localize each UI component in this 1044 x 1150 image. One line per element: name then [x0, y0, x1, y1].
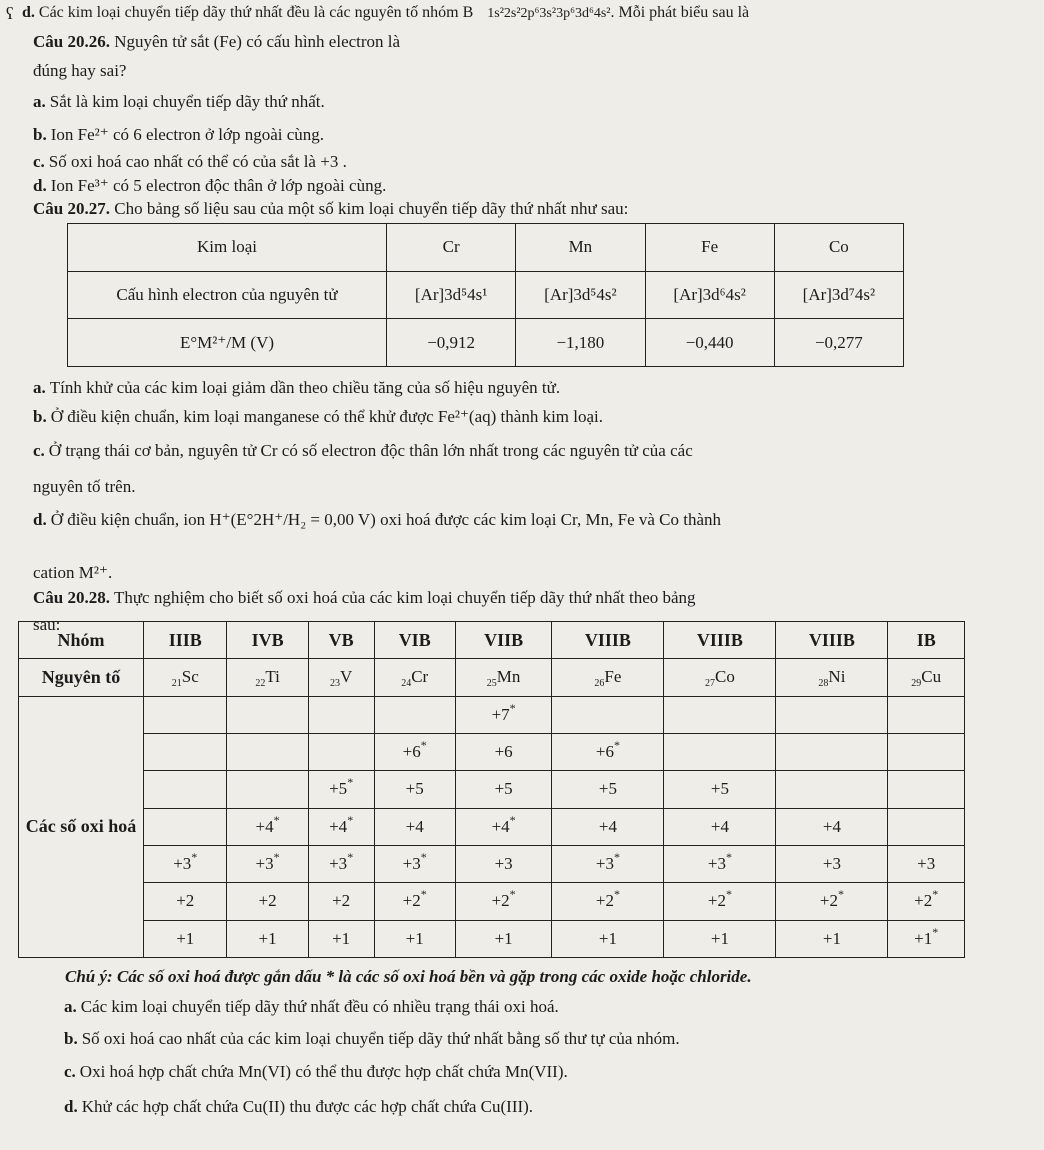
group-header: Nhóm [19, 622, 144, 659]
oxidation-cell: +5 [664, 771, 776, 808]
potential-co: −0,277 [774, 319, 903, 367]
q28-item-a: a. Các kim loại chuyển tiếp dãy thứ nhất đều có nhiều trạng thái oxi hoá. [64, 997, 559, 1016]
element-symbol: Mn [496, 667, 521, 687]
element-cell [888, 659, 965, 696]
atomic-number: 22 [255, 678, 266, 690]
element-symbol: Cu [921, 667, 942, 687]
oxidation-cell: +2 [308, 883, 374, 920]
metal-fe: Fe [645, 224, 774, 272]
oxidation-cell: +2* [455, 883, 552, 920]
oxidation-cell: +1 [776, 920, 888, 957]
element-cell [308, 659, 374, 696]
oxidation-cell: +3 [455, 845, 552, 882]
q26-cont: đúng hay sai? [33, 61, 127, 80]
metal-co: Co [774, 224, 903, 272]
element-cell [552, 659, 664, 696]
q27-item-d-cont: cation M²⁺. [33, 563, 113, 582]
potential-fe: −0,440 [645, 319, 774, 367]
oxidation-cell: +2* [888, 883, 965, 920]
group-cell: IB [888, 622, 965, 659]
oxidation-cell: +2* [552, 883, 664, 920]
metal-cr: Cr [387, 224, 516, 272]
q27-label: Câu 20.27. [33, 199, 110, 218]
oxidation-cell: +1 [552, 920, 664, 957]
oxidation-cell: +3* [308, 845, 374, 882]
group-cell: VIIB [455, 622, 552, 659]
oxidation-cell: +3* [552, 845, 664, 882]
oxidation-cell [888, 733, 965, 770]
intro-text: Các kim loại chuyển tiếp dãy thứ nhất đều là các nguyên tố nhóm B [38, 4, 474, 21]
oxidation-cell: +2 [227, 883, 308, 920]
oxidation-cell [144, 771, 227, 808]
oxidation-cell: +2* [776, 883, 888, 920]
oxidation-cell: +2* [374, 883, 455, 920]
oxidation-cell [144, 696, 227, 733]
oxidation-cell [308, 696, 374, 733]
oxidation-cell [664, 696, 776, 733]
element-cell [144, 659, 227, 696]
group-cell: VIB [374, 622, 455, 659]
q28-table [18, 621, 965, 958]
atomic-number: 21 [171, 678, 182, 690]
element-symbol: Ni [828, 667, 846, 687]
element-symbol: Cr [411, 667, 429, 687]
config-cr: [Ar]3d⁵4s¹ [387, 271, 516, 319]
row-label-potential: E°M²⁺/M (V) [68, 319, 387, 367]
row-label-metal: Kim loại [68, 224, 387, 272]
oxidation-cell [227, 771, 308, 808]
oxidation-cell: +2* [664, 883, 776, 920]
oxidation-cell: +1 [308, 920, 374, 957]
q26-item-a: a. Sắt là kim loại chuyển tiếp dãy thứ nhất. [33, 92, 325, 111]
oxidation-cell: +4 [374, 808, 455, 845]
row-label-config: Cấu hình electron của nguyên tử [68, 271, 387, 319]
oxidation-cell [776, 696, 888, 733]
q28-item-d: d. Khử các hợp chất chứa Cu(II) thu được các hợp chất chứa Cu(III). [64, 1097, 534, 1116]
q28-note [65, 966, 752, 988]
oxidation-cell: +4* [227, 808, 308, 845]
group-cell: IVB [227, 622, 308, 659]
oxidation-cell [552, 696, 664, 733]
note-text: Các số oxi hoá được gắn dấu * là các số oxi hoá bền và gặp trong các oxide hoặc chloride. [116, 967, 752, 986]
oxidation-cell: +1 [664, 920, 776, 957]
note-label: Chú ý: [65, 967, 113, 986]
oxidation-cell: +4 [664, 808, 776, 845]
oxidation-cell: +5 [455, 771, 552, 808]
oxidation-cell [308, 733, 374, 770]
q26-item-d: d. Ion Fe³⁺ có 5 electron độc thân ở lớp ngoài cùng. [33, 176, 387, 195]
oxidation-cell: +3 [776, 845, 888, 882]
q27-item-d: d. Ở điều kiện chuẩn, ion H⁺(E°2H⁺/H₂ = 0,00 V) oxi hoá được các kim loại Cr, Mn, Fe và Co thành [33, 510, 722, 529]
oxidation-cell: +4 [552, 808, 664, 845]
oxidation-cell [664, 733, 776, 770]
atomic-number: 24 [401, 678, 412, 690]
config-co: [Ar]3d⁷4s² [774, 271, 903, 319]
q26-item-b: b. Ion Fe²⁺ có 6 electron ở lớp ngoài cùng. [33, 125, 325, 144]
oxidation-cell: +4* [308, 808, 374, 845]
oxidation-cell [227, 733, 308, 770]
q27-item-c: c. Ở trạng thái cơ bản, nguyên tử Cr có số electron độc thân lớn nhất trong các nguyên tử của các [33, 441, 693, 460]
oxidation-cell: +1* [888, 920, 965, 957]
element-symbol: Co [715, 667, 735, 687]
atomic-number: 26 [594, 678, 605, 690]
q28-item-c: c. Oxi hoá hợp chất chứa Mn(VI) có thể thu được hợp chất chứa Mn(VII). [64, 1062, 568, 1081]
group-cell: VIIIB [552, 622, 664, 659]
oxidation-cell [776, 771, 888, 808]
group-cell: VB [308, 622, 374, 659]
q26-text: Nguyên tử sắt (Fe) có cấu hình electron là [114, 32, 401, 51]
q28-stem [33, 587, 696, 609]
q27-stem [33, 198, 628, 220]
q27-item-a: a. Tính khử của các kim loại giảm dần theo chiều tăng của số hiệu nguyên tử. [33, 378, 561, 397]
oxidation-cell [776, 733, 888, 770]
atomic-number: 27 [705, 678, 715, 690]
element-symbol: V [340, 667, 353, 687]
config-mn: [Ar]3d⁵4s² [516, 271, 645, 319]
oxidation-cell [888, 808, 965, 845]
q26-label: Câu 20.26. [33, 32, 110, 51]
oxidation-cell: +6* [374, 733, 455, 770]
element-cell [776, 659, 888, 696]
q28-item-b: b. Số oxi hoá cao nhất của các kim loại chuyển tiếp dãy thứ nhất bằng số thư tự của nhóm. [64, 1029, 680, 1048]
group-cell: VIIIB [664, 622, 776, 659]
q28-cont: sau: [33, 615, 61, 634]
element-cell [664, 659, 776, 696]
oxidation-cell: +7* [455, 696, 552, 733]
oxidation-cell [374, 696, 455, 733]
oxidation-cell [888, 696, 965, 733]
group-cell: VIIIB [776, 622, 888, 659]
oxidation-cell: +1 [227, 920, 308, 957]
element-symbol: Sc [181, 667, 199, 687]
q27-table [67, 223, 904, 367]
margin-mark: ʕ [6, 4, 14, 23]
metal-mn: Mn [516, 224, 645, 272]
oxidation-cell: +6* [552, 733, 664, 770]
q26-item-c: c. Số oxi hoá cao nhất có thể có của sắt là +3 . [33, 152, 347, 171]
atomic-number: 25 [486, 678, 497, 690]
oxidation-cell: +4 [776, 808, 888, 845]
atomic-number: 29 [911, 678, 922, 690]
oxidation-cell: +1 [374, 920, 455, 957]
oxidation-cell [888, 771, 965, 808]
oxidation-cell [144, 808, 227, 845]
oxidation-cell: +4* [455, 808, 552, 845]
oxidation-cell: +5 [374, 771, 455, 808]
q27-text: Cho bảng số liệu sau của một số kim loại chuyển tiếp dãy thứ nhất như sau: [114, 199, 629, 218]
q27-item-b: b. Ở điều kiện chuẩn, kim loại manganese có thể khử được Fe²⁺(aq) thành kim loại. [33, 407, 604, 426]
element-header: Nguyên tố [19, 659, 144, 696]
oxidation-header: Các số oxi hoá [19, 696, 144, 957]
atomic-number: 28 [818, 678, 829, 690]
potential-cr: −0,912 [387, 319, 516, 367]
intro-line [22, 2, 749, 25]
oxidation-cell: +1 [144, 920, 227, 957]
oxidation-cell: +2 [144, 883, 227, 920]
element-symbol: Ti [265, 667, 280, 687]
element-cell [455, 659, 552, 696]
element-symbol: Fe [604, 667, 622, 687]
q28-label: Câu 20.28. [33, 588, 110, 607]
element-cell [227, 659, 308, 696]
group-cell: IIIB [144, 622, 227, 659]
intro-label: d. [22, 4, 35, 21]
oxidation-cell: +3* [374, 845, 455, 882]
q28-text: Thực nghiệm cho biết số oxi hoá của các kim loại chuyển tiếp dãy thứ nhất theo bảng [113, 588, 696, 607]
oxidation-cell: +5* [308, 771, 374, 808]
oxidation-cell [227, 696, 308, 733]
q26-stem [33, 31, 400, 53]
potential-mn: −1,180 [516, 319, 645, 367]
oxidation-cell: +1 [455, 920, 552, 957]
oxidation-cell: +3* [227, 845, 308, 882]
fe-config: 1s²2s²2p⁶3s²3p⁶3d⁶4s² [487, 6, 611, 21]
oxidation-cell: +5 [552, 771, 664, 808]
oxidation-cell: +3* [664, 845, 776, 882]
oxidation-cell: +3 [888, 845, 965, 882]
q27-item-c-cont: nguyên tố trên. [33, 477, 136, 496]
atomic-number: 23 [330, 678, 340, 690]
oxidation-cell: +3* [144, 845, 227, 882]
oxidation-cell: +6 [455, 733, 552, 770]
oxidation-cell [144, 733, 227, 770]
config-fe: [Ar]3d⁶4s² [645, 271, 774, 319]
intro-tail: . Mỗi phát biểu sau là [610, 4, 750, 21]
element-cell [374, 659, 455, 696]
